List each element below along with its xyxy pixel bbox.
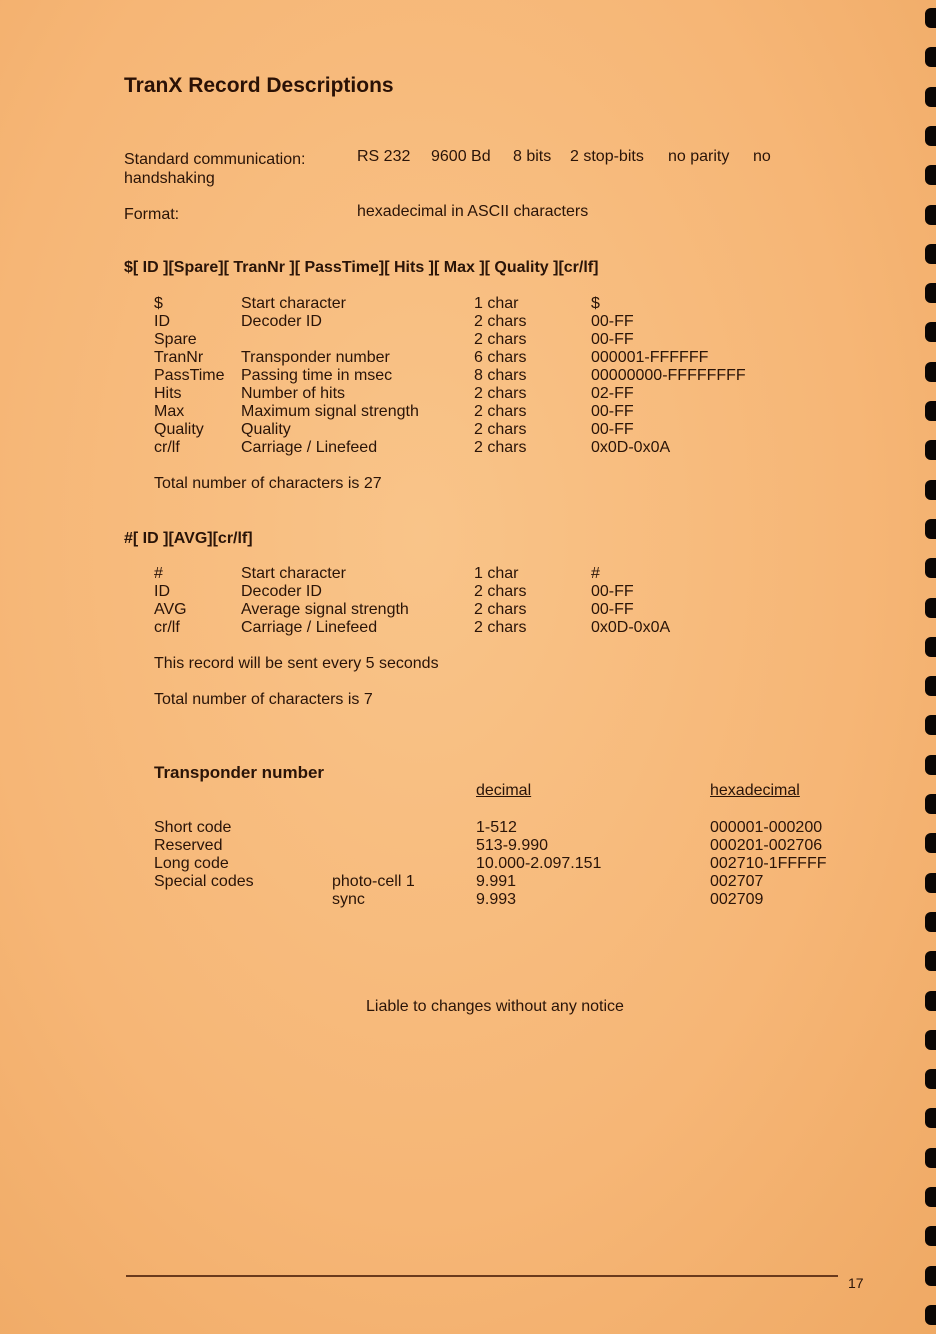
field-description: Quality	[241, 421, 291, 438]
binding-hole	[925, 440, 936, 460]
binding-hole	[925, 165, 936, 185]
field-name: Quality	[154, 421, 204, 438]
field-description: Transponder number	[241, 349, 390, 366]
code-hex: 000001-000200	[710, 819, 823, 836]
binding-hole	[925, 833, 936, 853]
comm-item: 9600 Bd	[431, 148, 491, 165]
binding-hole	[925, 1187, 936, 1207]
field-description: Decoder ID	[241, 313, 322, 330]
code-hex: 002710-1FFFFF	[710, 855, 827, 872]
binding-hole	[925, 1305, 936, 1325]
field-length: 2 chars	[474, 313, 527, 330]
field-name: TranNr	[154, 349, 204, 366]
binding-hole	[925, 794, 936, 814]
format-label: Format:	[124, 206, 180, 223]
field-length: 2 chars	[474, 439, 527, 456]
binding-hole	[925, 755, 936, 775]
communication-label: Standard communication:	[124, 151, 306, 168]
record2-table	[154, 565, 794, 645]
field-description: Start character	[241, 295, 346, 312]
binding-hole	[925, 205, 936, 225]
binding-hole	[925, 244, 936, 264]
field-length: 6 chars	[474, 349, 527, 366]
code-hex: 002707	[710, 873, 764, 890]
field-range: #	[591, 565, 600, 582]
field-length: 1 char	[474, 295, 519, 312]
field-name: cr/lf	[154, 619, 180, 636]
field-description: Carriage / Linefeed	[241, 439, 378, 456]
transponder-table	[154, 819, 874, 914]
code-subtype: photo-cell 1	[332, 873, 415, 890]
field-description: Carriage / Linefeed	[241, 619, 378, 636]
field-name: Spare	[154, 331, 197, 348]
format-value: hexadecimal in ASCII characters	[357, 203, 589, 220]
binding-hole	[925, 362, 936, 382]
comm-item: no parity	[668, 148, 730, 165]
field-description: Decoder ID	[241, 583, 322, 600]
field-description: Start character	[241, 565, 346, 582]
field-name: $	[154, 295, 163, 312]
field-length: 2 chars	[474, 403, 527, 420]
col-hexadecimal: hexadecimal	[710, 782, 800, 799]
field-range: 00000000-FFFFFFFF	[591, 367, 746, 384]
record1-table	[154, 295, 794, 465]
field-range: 00-FF	[591, 403, 634, 420]
binding-hole	[925, 519, 936, 539]
binding-hole	[925, 912, 936, 932]
binding-hole	[925, 1069, 936, 1089]
footer-note: Liable to changes without any notice	[366, 998, 624, 1015]
record2-note: This record will be sent every 5 seconds	[154, 655, 439, 672]
page-title: TranX Record Descriptions	[124, 74, 394, 97]
transponder-heading: Transponder number	[154, 763, 325, 782]
field-description: Average signal strength	[241, 601, 409, 618]
binding-hole	[925, 87, 936, 107]
field-description: Number of hits	[241, 385, 346, 402]
code-decimal: 513-9.990	[476, 837, 549, 854]
field-length: 2 chars	[474, 601, 527, 618]
field-range: 00-FF	[591, 583, 634, 600]
comm-item: 8 bits	[513, 148, 552, 165]
field-range: 00-FF	[591, 421, 634, 438]
communication-cont: handshaking	[124, 170, 215, 187]
binding-hole	[925, 322, 936, 342]
page-number: 17	[848, 1275, 864, 1291]
code-hex: 000201-002706	[710, 837, 823, 854]
field-name: PassTime	[154, 367, 225, 384]
comm-item: RS 232	[357, 148, 411, 165]
field-name: ID	[154, 583, 170, 600]
record1-total: Total number of characters is 27	[154, 475, 382, 492]
field-name: AVG	[154, 601, 187, 618]
field-length: 2 chars	[474, 583, 527, 600]
binding-hole	[925, 637, 936, 657]
field-name: Max	[154, 403, 185, 420]
code-name: Long code	[154, 855, 229, 872]
field-description: Maximum signal strength	[241, 403, 419, 420]
field-range: 02-FF	[591, 385, 634, 402]
binding-hole	[925, 8, 936, 28]
record2-header: #[ ID ][AVG][cr/lf]	[124, 530, 253, 547]
code-decimal: 10.000-2.097.151	[476, 855, 602, 872]
field-range: 00-FF	[591, 313, 634, 330]
binding-hole	[925, 1266, 936, 1286]
binding-hole	[925, 715, 936, 735]
code-name: Special codes	[154, 873, 254, 890]
field-range: 0x0D-0x0A	[591, 619, 671, 636]
binding-hole	[925, 480, 936, 500]
binding-hole	[925, 1108, 936, 1128]
field-length: 2 chars	[474, 385, 527, 402]
field-length: 2 chars	[474, 619, 527, 636]
code-name: Short code	[154, 819, 232, 836]
comm-item: no	[753, 148, 771, 165]
field-range: 000001-FFFFFF	[591, 349, 709, 366]
binding-hole	[925, 951, 936, 971]
field-description: Passing time in msec	[241, 367, 393, 384]
binding-holes	[922, 0, 936, 1334]
record1-header: $[ ID ][Spare][ TranNr ][ PassTime][ Hits ][ Max ][ Quality ][cr/lf]	[124, 259, 599, 276]
field-range: 00-FF	[591, 601, 634, 618]
code-name: Reserved	[154, 837, 223, 854]
field-length: 2 chars	[474, 421, 527, 438]
binding-hole	[925, 1226, 936, 1246]
field-range: 0x0D-0x0A	[591, 439, 671, 456]
code-decimal: 1-512	[476, 819, 517, 836]
field-name: Hits	[154, 385, 182, 402]
field-name: ID	[154, 313, 170, 330]
code-hex: 002709	[710, 891, 764, 908]
binding-hole	[925, 401, 936, 421]
field-name: #	[154, 565, 163, 582]
binding-hole	[925, 47, 936, 67]
binding-hole	[925, 676, 936, 696]
field-length: 1 char	[474, 565, 519, 582]
binding-hole	[925, 126, 936, 146]
code-decimal: 9.991	[476, 873, 517, 890]
field-length: 2 chars	[474, 331, 527, 348]
binding-hole	[925, 991, 936, 1011]
record2-total: Total number of characters is 7	[154, 691, 373, 708]
field-length: 8 chars	[474, 367, 527, 384]
binding-hole	[925, 283, 936, 303]
binding-hole	[925, 873, 936, 893]
field-range: $	[591, 295, 600, 312]
communication-block	[124, 148, 844, 191]
binding-hole	[925, 558, 936, 578]
binding-hole	[925, 1148, 936, 1168]
field-range: 00-FF	[591, 331, 634, 348]
comm-item: 2 stop-bits	[570, 148, 644, 165]
field-name: cr/lf	[154, 439, 180, 456]
col-decimal: decimal	[476, 782, 532, 799]
code-decimal: 9.993	[476, 891, 517, 908]
code-subtype: sync	[332, 891, 365, 908]
binding-hole	[925, 1030, 936, 1050]
footer-rule	[126, 1275, 838, 1277]
binding-hole	[925, 598, 936, 618]
